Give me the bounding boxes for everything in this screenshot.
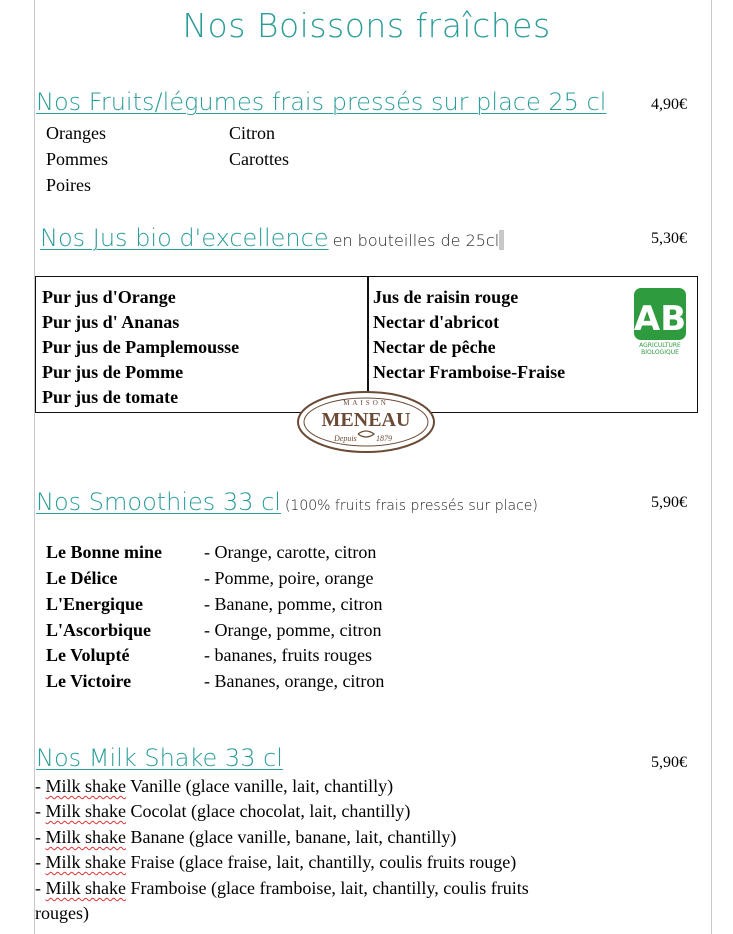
smoothies-note: (100% fruits frais pressés sur place) <box>284 498 538 514</box>
milkshake-desc: Fraise (glace fraise, lait, chantilly, coulis fruits rouge) <box>126 852 517 872</box>
milkshake-label: Milk shake <box>45 852 126 872</box>
page-title: Nos Boissons fraîches <box>182 6 551 45</box>
smoothie-name: Le Victoire <box>46 671 132 691</box>
list-item: Carottes <box>229 149 289 169</box>
fruits-col2 <box>229 120 289 172</box>
list-item: Pur jus de Pomme <box>42 362 184 382</box>
bullet-dash: - <box>35 852 46 872</box>
milkshake-desc: Vanille (glace vanille, lait, chantilly) <box>126 776 394 796</box>
list-item: Jus de raisin rouge <box>373 287 519 307</box>
logo-depuis-text: Depuis <box>334 434 357 443</box>
list-item <box>46 594 382 615</box>
milkshake-price: 5,90€ <box>651 754 687 771</box>
list-item <box>46 671 384 692</box>
list-item: Pur jus d'Orange <box>42 287 176 307</box>
list-item <box>46 568 373 589</box>
ab-bio-logo-icon <box>632 287 688 357</box>
logo-year-text: 1879 <box>376 434 392 443</box>
jus-bio-left-col <box>42 285 239 410</box>
list-item: Pur jus de Pamplemousse <box>42 337 240 357</box>
list-item <box>35 827 456 848</box>
list-item: Oranges <box>46 123 106 143</box>
jus-bio-note: en bouteilles de 25cl <box>332 231 500 250</box>
bullet-dash: - <box>35 776 46 796</box>
list-item: Nectar Framboise-Fraise <box>373 362 566 382</box>
list-item: Citron <box>229 123 276 143</box>
logo-maison-text: MAISON <box>343 399 389 407</box>
smoothie-name: Le Volupté <box>46 645 130 665</box>
fruits-price: 4,90€ <box>651 96 687 113</box>
smoothies-section-title: Nos Smoothies 33 cl <box>36 488 281 516</box>
jus-bio-right-col <box>373 285 565 385</box>
page-margin-right <box>711 0 712 934</box>
list-item <box>46 645 372 666</box>
milkshake-section-title: Nos Milk Shake 33 cl <box>36 744 283 772</box>
list-item: Poires <box>46 175 91 195</box>
milkshake-label: Milk shake <box>45 801 126 821</box>
list-item <box>35 878 529 899</box>
fruits-col1 <box>46 120 108 198</box>
smoothie-name: L'Energique <box>46 594 144 614</box>
smoothie-name: Le Bonne mine <box>46 542 163 562</box>
list-item <box>46 542 376 563</box>
smoothie-desc: - Pomme, poire, orange <box>204 568 374 588</box>
list-item <box>46 620 381 641</box>
milkshake-label: Milk shake <box>45 776 126 796</box>
milkshake-label: Milk shake <box>45 878 126 898</box>
meneau-brand-logo <box>296 390 436 454</box>
list-item: Pur jus de tomate <box>42 387 179 407</box>
ab-logo-line2: BIOLOGIQUE <box>641 349 679 356</box>
list-item: Pur jus d' Ananas <box>42 312 180 332</box>
jus-bio-section-title: Nos Jus bio d'excellence <box>40 224 329 252</box>
smoothie-name: L'Ascorbique <box>46 620 152 640</box>
ab-logo-line1: AGRICULTURE <box>639 342 681 349</box>
list-item: Pommes <box>46 149 109 169</box>
bullet-dash: - <box>35 878 46 898</box>
list-item <box>35 852 516 873</box>
smoothies-heading <box>36 488 538 516</box>
smoothie-name: Le Délice <box>46 568 118 588</box>
milkshake-desc: Cocolat (glace chocolat, lait, chantilly) <box>126 801 411 821</box>
bullet-dash: - <box>35 801 46 821</box>
smoothie-desc: - Orange, pomme, citron <box>204 620 382 640</box>
list-item: Nectar d'abricot <box>373 312 500 332</box>
milkshake-label: Milk shake <box>45 827 126 847</box>
smoothie-desc: - Bananes, orange, citron <box>204 671 385 691</box>
milkshake-desc: Banane (glace vanille, banane, lait, chantilly) <box>126 827 457 847</box>
smoothie-desc: - Orange, carotte, citron <box>204 542 377 562</box>
milkshake-desc: Framboise (glace framboise, lait, chantilly, coulis fruits <box>126 878 529 898</box>
list-item <box>35 801 410 822</box>
milkshake-wrap-line: rouges) <box>35 903 89 923</box>
list-item <box>35 776 393 797</box>
text-cursor-marker <box>499 230 504 250</box>
smoothies-price: 5,90€ <box>651 494 687 511</box>
list-item: Nectar de pêche <box>373 337 496 357</box>
bullet-dash: - <box>35 827 46 847</box>
fruits-section-title: Nos Fruits/légumes frais pressés sur place 25 cl <box>36 88 607 116</box>
jus-bio-price: 5,30€ <box>651 230 687 247</box>
smoothie-desc: - Banane, pomme, citron <box>204 594 383 614</box>
jus-bio-heading <box>40 224 504 252</box>
ab-logo-letters: AB <box>633 299 687 339</box>
logo-brand-name: MENEAU <box>321 409 411 431</box>
smoothie-desc: - bananes, fruits rouges <box>204 645 372 665</box>
